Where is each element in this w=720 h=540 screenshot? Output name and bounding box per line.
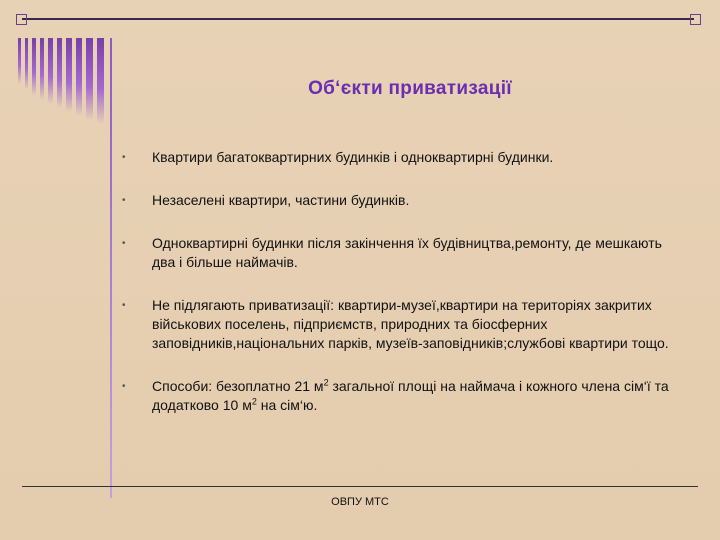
bullet-text: Незаселені квартири, частини будинків. xyxy=(152,192,410,208)
bullet-item xyxy=(122,148,682,167)
bullet-item xyxy=(122,296,682,353)
vertical-divider-line xyxy=(110,38,112,498)
bullet-text-part: загальної площі на наймача і кожного члена сім‘ї та додатково 10 м xyxy=(152,378,669,413)
bullet-icon: • xyxy=(122,300,126,311)
corner-square-left xyxy=(16,14,27,25)
bullet-item xyxy=(122,234,682,272)
top-divider-line xyxy=(22,18,694,20)
bullet-text: Не підлягають приватизації: квартири-музеї,квартири на територіях закритих військових поселень, підприємств, природних та біосферних заповідників,національних парків, музеїв-заповідників;службові квартири тощо. xyxy=(152,297,669,351)
slide-title: Об‘єкти приватизації xyxy=(308,78,512,99)
bullet-text-part: на сім‘ю. xyxy=(256,397,318,413)
bullet-icon: • xyxy=(122,381,126,392)
bullet-item xyxy=(122,377,682,415)
superscript: 2 xyxy=(323,377,329,388)
bullet-icon: • xyxy=(122,238,126,249)
footer-text: ОВПУ МТС xyxy=(331,496,389,508)
bullet-item xyxy=(122,191,682,210)
bullet-text: Квартири багатоквартирних будинків і одноквартирні будинки. xyxy=(152,149,554,165)
bullet-icon: • xyxy=(122,152,126,163)
corner-square-right xyxy=(690,14,701,25)
bullet-list xyxy=(122,148,682,439)
footer-divider-line xyxy=(22,486,698,487)
bullet-text: Одноквартирні будинки після закінчення їх будівництва,ремонту, де мешкають два і більше наймачів. xyxy=(152,235,662,270)
superscript: 2 xyxy=(251,396,257,407)
bullet-icon: • xyxy=(122,195,126,206)
bullet-text-part: Способи: безоплатно 21 м xyxy=(152,378,324,394)
